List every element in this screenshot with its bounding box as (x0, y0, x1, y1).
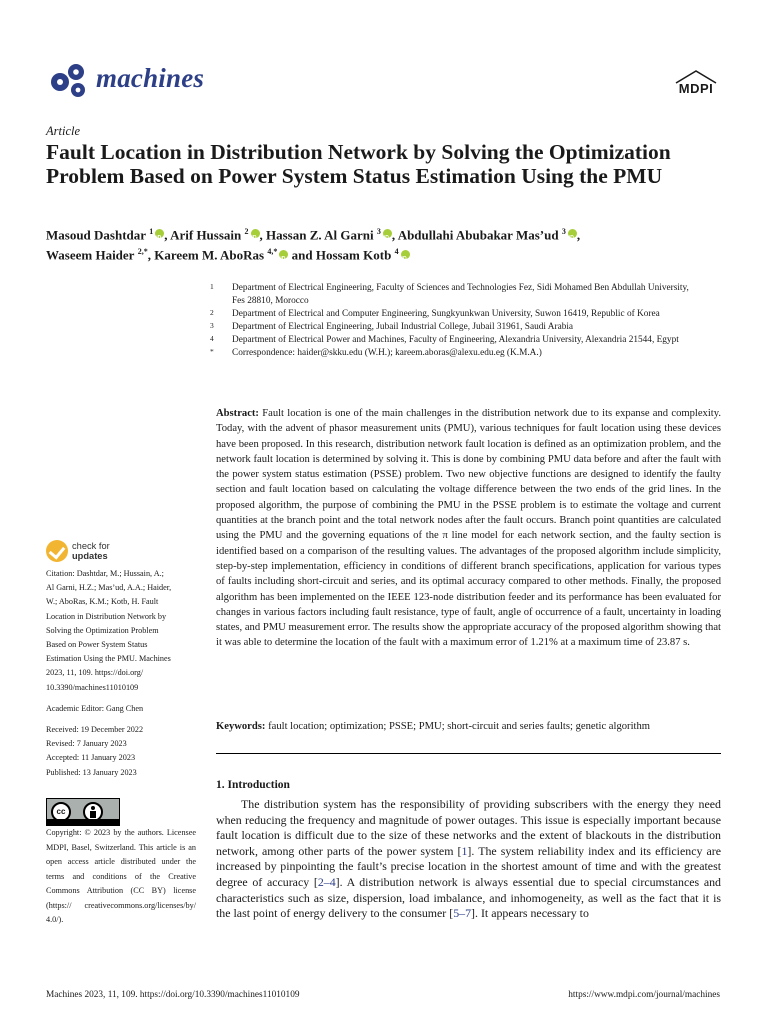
author-affil-sup: 3 (561, 227, 566, 236)
affiliation-text: Department of Electrical Engineering, Faculty of Sciences and Technologies Fez, Sidi Mohamed Ben Abdullah University, Fes 28810, Morocco (232, 283, 689, 306)
citation-link[interactable]: 1 (461, 843, 468, 858)
orcid-icon[interactable] (279, 250, 288, 259)
author-name[interactable]: Hassan Z. Al Garni (266, 227, 374, 243)
author-name[interactable]: Arif Hussain (170, 227, 242, 243)
intro-text: ]. A distribution network is always essential due to special circumstances and characteristics such as size, dispersion, load imbalance, and inhomogeneity, as well as the fact that it is the last point of energy delivery to the consumer [ (216, 874, 721, 921)
publisher-name: MDPI (678, 81, 714, 96)
author-name[interactable]: Hossam Kotb (315, 247, 392, 263)
check-updates-line2: updates (72, 550, 108, 561)
author-affil-sup: 3 (376, 227, 381, 236)
journal-gear-logo-icon (46, 58, 90, 102)
citation-line: 2023, 11, 109. https://doi.org/ (46, 668, 144, 678)
correspondence-text[interactable]: Correspondence: haider@skku.edu (W.H.); kareem.aboras@alexu.edu.eg (K.M.A.) (232, 347, 542, 358)
orcid-icon[interactable] (383, 229, 392, 238)
citation-line: W.; AboRas, K.M.; Kotb, H. Fault (46, 597, 159, 607)
author-affil-sup: 2,* (137, 247, 148, 257)
article-sidebar (46, 567, 196, 787)
author-name[interactable]: Kareem M. AboRas (154, 247, 265, 263)
check-for-updates-button[interactable] (46, 540, 146, 564)
citation-line: Solving the Optimization Problem (46, 625, 159, 635)
affiliation-number: 4 (210, 333, 214, 343)
orcid-icon[interactable] (568, 229, 577, 238)
footer-citation: Machines 2023, 11, 109. https://doi.org/10.3390/machines11010109 (46, 990, 300, 1000)
affiliation-item (210, 321, 690, 334)
orcid-icon[interactable] (401, 250, 410, 259)
affiliation-number: 3 (210, 320, 214, 330)
author-name[interactable]: Abdullahi Abubakar Mas’ud (397, 227, 559, 243)
citation-link[interactable]: 2–4 (317, 874, 336, 889)
intro-text: The distribution system has the responsibility of providing subscribers with the energy they need when reducing the frequency and magnitude of power outages. This issue is especially important because fault location is difficult due to the size of these networks and the extent of blackouts in the distribution network, among other parts of the power system [ (216, 797, 721, 858)
author-affil-sup: 4,* (267, 247, 278, 257)
citation-link[interactable]: 5–7 (453, 906, 472, 921)
affiliation-text: Department of Electrical Power and Machines, Faculty of Engineering, Alexandria University, Alexandria 21544, Egypt (232, 334, 679, 345)
keywords-label: Keywords: (216, 721, 266, 732)
keywords (216, 719, 721, 734)
affiliation-number: 2 (210, 307, 214, 317)
affiliation-item (210, 334, 690, 347)
abstract-text: Fault location is one of the main challenges in the distribution network due to its expanse and complexity. Today, with the advent of phasor measurement units (PMU), various techniques for fault location using these devices have been proposed. In this research, distribution network fault location is defined as an optimization problem, and the network fault location is determined by solving it. This is done by combining PMU data before and after the fault with the power system status estimation (PSSE) problem. Two new objective functions are designed to identify the faulty section and fault location based on calculating the voltage difference between the two ends of the grid lines. In the proposed algorithm, the purpose of combining the PMU in the PSSE problem is to estimate the voltage and current quantities at the branch point and the total network nodes after the fault occurs. Branch point quantities are calculated using the PMU and the governing equations of the π line model for each network section, and the faulty section is identified based on a comparison of the resulting values. The advantages of the proposed algorithm include simplicity, step-by-step implementation, efficiency in conditions of different branch specifications, application for various types of faults including short-circuit and series, and its optimal accuracy compared to other methods. Finally, the proposed algorithm has been implemented on the IEEE 123-node distribution feeder and its performance has been evaluated for changes in various factors including fault resistance, type of fault, angle of occurrence of a fault, uncertainty in loading states, and PMU measurement error. The results show the appropriate accuracy of the proposed algorithm showing that it was able to determine the location of the fault with a maximum error of 1.21% at a maximum time of 23.87 s. (216, 408, 721, 649)
citation-line: Estimation Using the PMU. Machines (46, 654, 171, 664)
citation-line: Location in Distribution Network by (46, 611, 167, 621)
cc-icon: cc (51, 802, 71, 822)
citation-block (46, 567, 196, 695)
author-affil-sup: 2 (244, 227, 249, 236)
citation-line: Citation: Dashtdar, M.; Hussain, A.; (46, 569, 164, 578)
affiliation-text: Department of Electrical and Computer Engineering, Sungkyunkwan University, Suwon 16419, Republic of Korea (232, 308, 660, 319)
academic-editor: Academic Editor: Gang Chen (46, 703, 144, 713)
dates-block (46, 723, 196, 780)
author-affil-sup: 1 (149, 227, 154, 236)
citation-line: Al Garni, H.Z.; Mas’ud, A.A.; Haider, (46, 583, 172, 593)
article-type: Article (46, 124, 81, 138)
checkmark-icon (46, 540, 68, 562)
correspondence-item (210, 347, 690, 360)
author-list: Masoud Dashtdar $^1$iD , Arif Hussain $^2$iD , Hassan Z. Al Garni $^3$iD , Abdullahi Abubakar Mas’ud $^3$iD , Waseem Haider $^{2,*}$, Kareem M. AboRas $^{4,*}$iD and Hossam Kotb $^4$iD (46, 223, 726, 264)
author-name[interactable]: Masoud Dashtdar (46, 227, 147, 243)
affiliation-list (210, 282, 690, 359)
date-revised: Revised: 7 January 2023 (46, 739, 127, 749)
abstract (216, 406, 721, 651)
affiliation-number: * (210, 346, 214, 356)
license-strip (47, 819, 119, 825)
date-received: Received: 19 December 2022 (46, 725, 144, 735)
date-accepted: Accepted: 11 January 2023 (46, 753, 136, 763)
affiliation-item (210, 308, 690, 321)
orcid-icon[interactable] (155, 229, 164, 238)
affiliation-number: 1 (210, 282, 214, 291)
cc-by-license-badge[interactable] (46, 798, 120, 826)
intro-paragraph (216, 797, 721, 922)
section-divider (216, 753, 721, 754)
citation-doi-link[interactable]: 10.3390/machines11010109 (46, 682, 139, 692)
intro-text: ]. It appears necessary to (471, 906, 589, 921)
check-updates-line1: check for (72, 541, 110, 551)
orcid-icon[interactable] (251, 229, 260, 238)
publisher-logo (668, 69, 724, 103)
copyright-notice: Copyright: © 2023 by the authors. Licensee MDPI, Basel, Switzerland. This article is an open access article distributed under the terms and conditions of the Creative Commons Attribution (CC BY) license (https:// creativecommons.org/licenses/by/ 4.0/). (46, 828, 196, 924)
date-published: Published: 13 January 2023 (46, 767, 137, 777)
intro-text: ]. The system reliability index and its efficiency are increased by pinpointing the fault’s precise location in the shortest amount of time and with the greatest degree of accuracy [ (216, 843, 722, 889)
check-updates-label (72, 542, 110, 561)
keywords-text: fault location; optimization; PSSE; PMU; short-circuit and series faults; genetic algorithm (268, 721, 650, 732)
footer-journal-link[interactable]: https://www.mdpi.com/journal/machines (568, 990, 720, 1000)
page-title: Fault Location in Distribution Network by Solving the Optimization Problem Based on Power System Status Estimation Using the PMU (46, 140, 671, 188)
author-name[interactable]: Waseem Haider (46, 247, 135, 263)
affiliation-text: Department of Electrical Engineering, Jubail Industrial College, Jubail 31961, Saudi Arabia (232, 321, 574, 332)
citation-line: Based on Power System Status (46, 640, 148, 650)
affiliation-item (210, 282, 690, 308)
abstract-label: Abstract: (216, 408, 259, 419)
author-affil-sup: 4 (394, 247, 399, 257)
section-title: 1. Introduction (216, 779, 290, 791)
journal-name: machines (96, 63, 205, 93)
